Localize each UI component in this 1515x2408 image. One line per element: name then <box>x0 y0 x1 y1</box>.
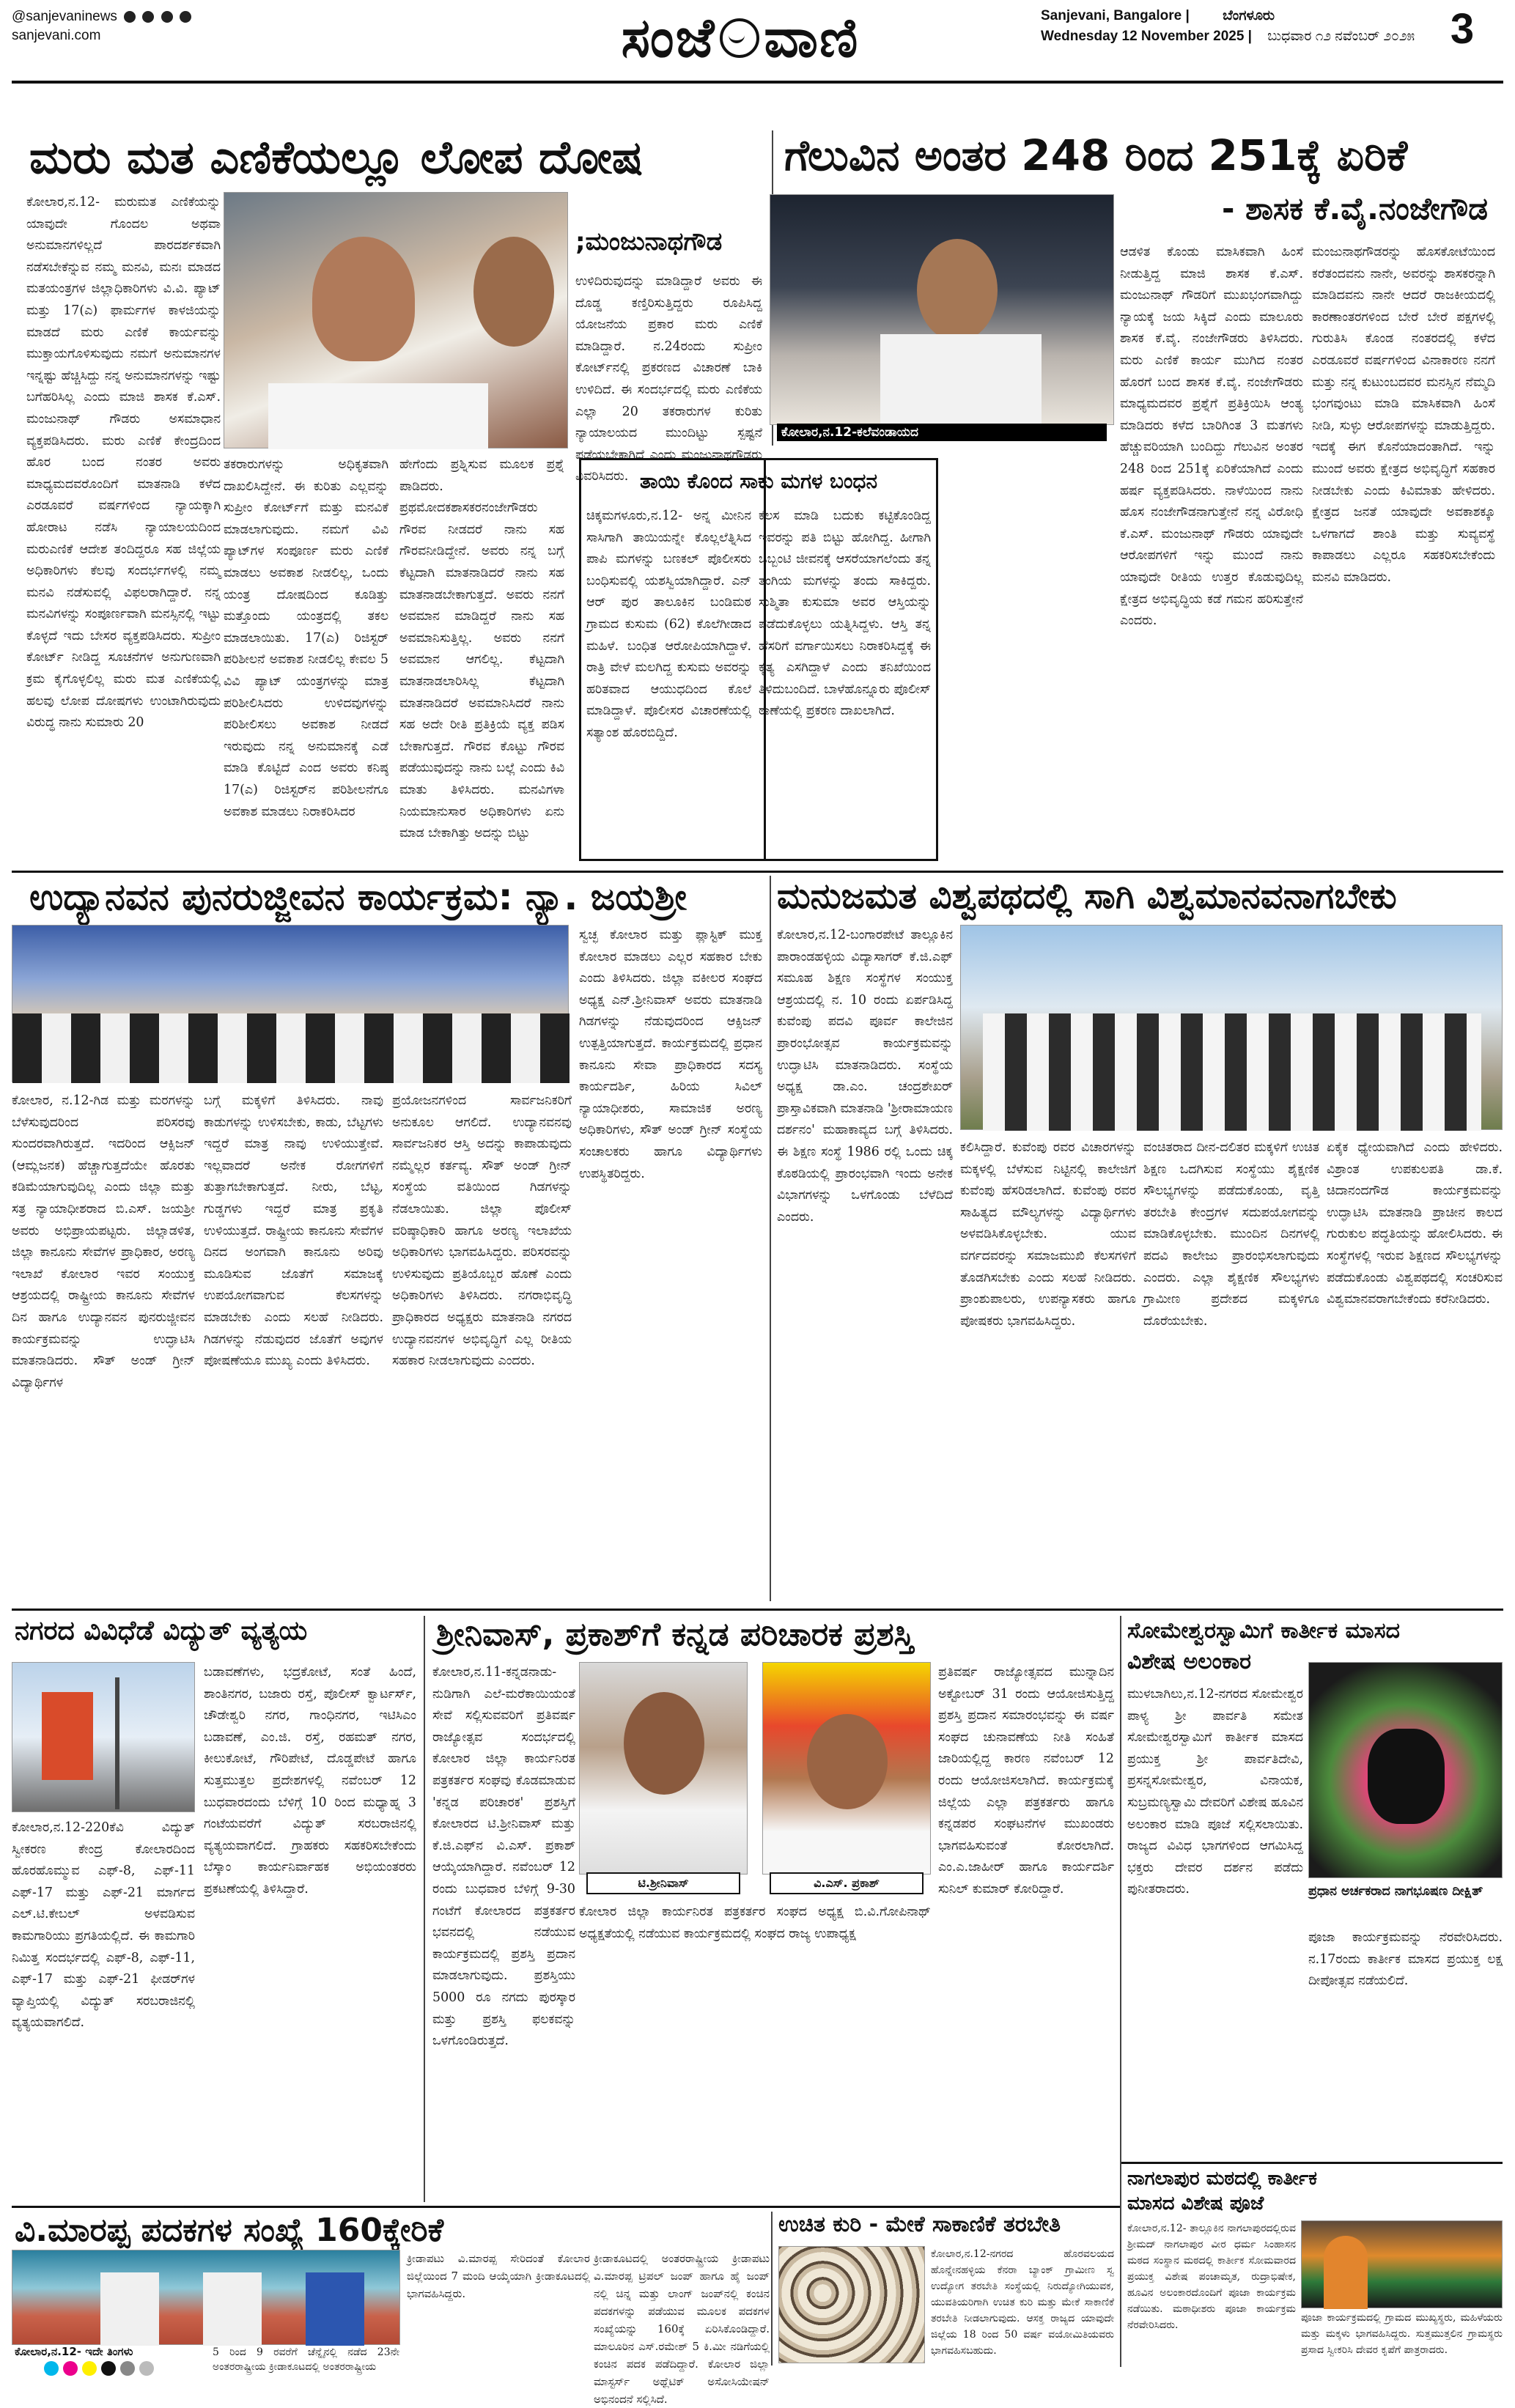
a4-col3: ಪ್ರಯೋಜನಗಳಿಂದ ಸಾರ್ವಜನಿಕರಿಗೆ ಅನುಕೂಲ ಆಗಲಿದೆ. ಉದ್ಯಾನವನವು ಸಾರ್ವಜನಿಕರ ಆಸ್ತಿ ಅದನ್ನು ಕಾಪಾಡುವುದು ನಮ್ಮೆಲ್ಲರ ಕರ್ತವ್ಯ. ಸೌತ್ ಅಂಡ್ ಗ್ರೀನ್ ಸಂಸ್ಥೆಯ ವತಿಯಿಂದ ಗಿಡಗಳನ್ನು ನೆಡಲಾಯಿತು. ಜಿಲ್ಲಾ ಪೊಲೀಸ್ ವರಿಷ್ಠಾಧಿಕಾರಿ ಹಾಗೂ ಅರಣ್ಯ ಇಲಾಖೆಯ ಅಧಿಕಾರಿಗಳು ಭಾಗವಹಿಸಿದ್ದರು. ಪರಿಸರವನ್ನು ಉಳಿಸುವುದು ಪ್ರತಿಯೊಬ್ಬರ ಹೊಣೆ ಎಂದು ಅಧಿಕಾರಿಗಳು ತಿಳಿಸಿದರು. ನಗರಾಭಿವೃದ್ಧಿ ಪ್ರಾಧಿಕಾರದ ಅಧ್ಯಕ್ಷರು ಮಾತನಾಡಿ ನಗರದ ಉದ್ಯಾನವನಗಳ ಅಭಿವೃದ್ಧಿಗೆ ಎಲ್ಲ ರೀತಿಯ ಸಹಕಾರ ನೀಡಲಾಗುವುದು ಎಂದರು. <box>392 1093 572 1369</box>
a8-photo <box>1308 1662 1503 1878</box>
rule-row4 <box>12 2206 1120 2208</box>
rule-a9 <box>1121 2162 1503 2164</box>
divider-v2 <box>770 876 771 1601</box>
rule-row2 <box>12 871 1503 873</box>
website-link[interactable]: sanjevani.com <box>12 28 101 43</box>
a7-col2: ಕೋಲಾರ ಜಿಲ್ಲಾ ಕಾರ್ಯನಿರತ ಪತ್ರಕರ್ತರ ಸಂಘದ ಅಧ್ಯಕ್ಷ ಬಿ.ವಿ.ಗೋಪಿನಾಥ್ ಅಧ್ಯಕ್ಷತೆಯಲ್ಲಿ ನಡೆಯುವ ಕಾರ್ಯಕ್ರಮದಲ್ಲಿ ಸಂಘದ ರಾಜ್ಯ ಉಪಾಧ್ಯಕ್ಷ <box>579 1905 931 1941</box>
divider-v5 <box>771 2212 773 2365</box>
a2-photo-shirt <box>880 334 1042 429</box>
a1-col2: ತಕರಾರುಗಳನ್ನು ಅಧಿಕೃತವಾಗಿ ದಾಖಲಿಸಿದ್ದೇನೆ. ಈ ಕುರಿತು ಎಲ್ಲವನ್ನು ಸುಪ್ರೀಂ ಕೋರ್ಟ್‌ಗೆ ಮತ್ತು ಮನವಿಕೆ ಮಾಡಲಾಗುವುದು. ನಮಗೆ ವಿವಿ ಪ್ಯಾಟ್‌ಗಳ ಸಂಪೂರ್ಣ ಮರು ಎಣಿಕೆ ಮಾಡಲು ಅವಕಾಶ ನೀಡಲಿಲ್ಲ, ಒಂದು ಯಂತ್ರ ದೋಷದಿಂದ ಕೂಡಿತ್ತು ಮತ್ತೊಂದು ಯಂತ್ರದಲ್ಲಿ ತಕಲ ಮಾಡಲಾಯಿತು. 17(ಎ) ರಿಜಿಸ್ಟರ್ ಪರಿಶೀಲನೆ ಅವಕಾಶ ನೀಡಲಿಲ್ಲ ಕೇವಲ 5 ವಿವಿ ಪ್ಯಾಟ್ ಯಂತ್ರಗಳನ್ನು ಮಾತ್ರ ಪರಿಶೀಲಿಸಿದರು ಉಳಿದವುಗಳನ್ನು ಪರಿಶೀಲಿಸಲು ಅವಕಾಶ ನೀಡದೆ ಇರುವುದು ನನ್ನ ಅನುಮಾನಕ್ಕೆ ಎಡೆ ಮಾಡಿ ಕೊಟ್ಟಿದೆ ಎಂದ ಅವರು ಕನಿಷ್ಠ 17(ಎ) ರಿಜಿಸ್ಟರ್‌ನ ಪರಿಶೀಲನೆಗೂ ಅವಕಾಶ ಮಾಡಲು ನಿರಾಕರಿಸಿದರ <box>224 457 388 819</box>
a10-photo-athlete3 <box>306 2272 364 2346</box>
edition-row <box>1041 6 1422 26</box>
social-handle[interactable]: @sanjevaninews <box>12 9 117 24</box>
magenta-mark-icon <box>63 2361 78 2376</box>
twitter-icon[interactable] <box>180 11 191 23</box>
a5-headline: ಮನುಜಮತ ವಿಶ್ವಪಥದಲ್ಲಿ ಸಾಗಿ ವಿಶ್ವಮಾನವನಾಗಬೇಕು <box>777 876 1397 917</box>
a1-col4: ಉಳಿದಿರುವುದನ್ನು ಮಾಡಿದ್ದಾರೆ ಅವರು ಈ ದೊಡ್ಡ ಕಣ್ತಿರಿಸುತ್ತಿದ್ದರು ರೂಪಿಸಿದ್ದ ಯೋಜನೆಯ ಪ್ರಕಾರ ಮರು ಎಣಿಕೆ ಮಾಡಿದ್ದಾರೆ. ನ.24ರಂದು ಸುಪ್ರೀಂ ಕೋರ್ಟ್‌ನಲ್ಲಿ ಪ್ರಕರಣದ ವಿಚಾರಣೆ ಬಾಕಿ ಉಳಿದಿದೆ. ಈ ಸಂದರ್ಭದಲ್ಲಿ ಮರು ಎಣಿಕೆಯ ಎಲ್ಲಾ 20 ತಕರಾರುಗಳ ಕುರಿತು ನ್ಯಾಯಾಲಯದ ಮುಂದಿಟ್ಟು ಸ್ಪಷ್ಟನೆ ಪಡೆಯಬೇಕಾಗಿದೆ ಎಂದು ಮಂಜುನಾಥಗೌಡರು ವಿವರಿಸಿದರು. <box>575 274 762 484</box>
a5-photo <box>960 925 1503 1130</box>
date-en: Wednesday 12 November 2025 | <box>1041 29 1252 44</box>
a7-caption1: ಟಿ.ಶ್ರೀನಿವಾಸ್ <box>586 1872 740 1894</box>
masthead-right: ವಾಣಿ <box>764 6 860 70</box>
a6-col1: ಕೋಲಾರ,ನ.12-220ಕೆವಿ ವಿದ್ಯುತ್ ಸ್ವೀಕರಣ ಕೇಂದ್ರ ಕೋಲಾರದಿಂದ ಹೊರಹೊಮ್ಮುವ ಎಫ್-8, ಎಫ್-11 ಎಫ್-17 ಮತ್ತು ಎಫ್-21 ಮಾರ್ಗದ ಎಲ್.ಟಿ.ಕೇಬಲ್ ಅಳವಡಿಸುವ ಕಾಮಗಾರಿಯು ಪ್ರಗತಿಯಲ್ಲಿದೆ. ಈ ಕಾಮಗಾರಿ ನಿಮಿತ್ತ ಸಂದರ್ಭದಲ್ಲಿ ಎಫ್-8, ಎಫ್-11, ಎಫ್-17 ಮತ್ತು ಎಫ್-21 ಫೀಡರ್‌ಗಳ ವ್ಯಾಪ್ತಿಯಲ್ಲಿ ವಿದ್ಯುತ್ ಸರಬರಾಜಿನಲ್ಲಿ ವ್ಯತ್ಯಯವಾಗಲಿದೆ. <box>12 1820 195 2031</box>
light-grey-mark-icon <box>139 2361 154 2376</box>
page-number: 3 <box>1450 5 1475 53</box>
a7-photo2 <box>762 1662 931 1875</box>
date-kn: ಬುಧವಾರ ೧೨ ನವೆಂಬರ್ ೨೦೨೫ <box>1267 29 1415 44</box>
a3-headline: ತಾಯಿ ಕೊಂದ ಸಾಕು ಮಗಳ ಬಂಧನ <box>639 469 878 493</box>
youtube-icon[interactable] <box>161 11 173 23</box>
masthead-left: ಸಂಜೆ <box>621 6 716 70</box>
a11-col1: ಕೋಲಾರ,ನ.12-ನಗರದ ಹೊರವಲಯದ ಹೊನ್ನೇನಹಳ್ಳಿಯ ಕೆನರಾ ಬ್ಯಾಂಕ್ ಗ್ರಾಮೀಣ ಸ್ವ ಉದ್ಯೋಗ ತರಬೇತಿ ಸಂಸ್ಥೆಯಲ್ಲಿ ನಿರುದ್ಯೋಗಿಯುವಕ, ಯುವತಿಯರಿಗಾಗಿ ಉಚಿತ ಕುರಿ ಮತ್ತು ಮೇಕೆ ಸಾಕಾಣಿಕೆ ತರಬೇತಿ ನೀಡಲಾಗುವುದು. ಆಸಕ್ತ ರಾಜ್ಯದ ಯಾವುದೇ ಜಿಲ್ಲೆಯ 18 ರಿಂದ 50 ವರ್ಷ ವಯೋಮಿತಿಯವರು ಭಾಗವಹಿಸಬಹುದು. <box>931 2248 1114 2357</box>
a11-headline: ಉಚಿತ ಕುರಿ - ಮೇಕೆ ಸಾಕಾಣಿಕೆ ತರಬೇತಿ <box>778 2212 1061 2237</box>
a1-photo <box>224 192 568 448</box>
a1-photo-face <box>312 237 415 361</box>
a1-col1: ಕೋಲಾರ,ನ.12- ಮರುಮತ ಎಣಿಕೆಯನ್ನು ಯಾವುದೇ ಗೊಂದಲ ಅಥವಾ ಅನುಮಾನಗಳಿಲ್ಲದೆ ಪಾರದರ್ಶಕವಾಗಿ ನಡೆಸಬೇಕೆನ್ನುವ ನಮ್ಮ ಮನವಿ, ಮನಃ ಮಾಡದ ಮತಯಂತ್ರಗಳ ಜಿಲ್ಲಾಧಿಕಾರಿಗಳು ವಿ.ವಿ. ಪ್ಯಾಟ್ ಮತ್ತು 17(ಎ) ಫಾರ್ಮಗಳ ಕಾಳಜಿಯನ್ನು ಮಾಡದೆ ಮರು ಎಣಿಕೆ ಕಾರ್ಯವನ್ನು ಮುಕ್ತಾಯಗೊಳಿಸುವುದು ನಮಗೆ ಅನುಮಾನಗಳ ಇನ್ನಷ್ಟು ಹೆಚ್ಚಿಸಿದ್ದು ನನ್ನ ಅನುಮಾನಗಳನ್ನು ಇಷ್ಟು ಬಗೆಹರಿಸಿಲ್ಲ ಎಂದು ಮಾಜಿ ಶಾಸಕ ಕೆ.ಎಸ್. ಮಂಜುನಾಥ್ ಗೌಡರು ಅಸಮಾಧಾನ ವ್ಯಕ್ತಪಡಿಸಿದರು. ಮರು ಎಣಿಕೆ ಕೇಂದ್ರದಿಂದ ಹೊರ ಬಂದ ನಂತರ ಅವರು ಮಾಧ್ಯಮದವರೊಂದಿಗೆ ಮಾತನಾಡಿ ಕಳೆದ ಎರಡೂವರೆ ವರ್ಷಗಳಿಂದ ನ್ಯಾಯಕ್ಕಾಗಿ ಹೋರಾಟ ನಡೆಸಿ ನ್ಯಾಯಾಲಯದಿಂದ ಮರುಎಣಿಕೆ ಆದೇಶ ತಂದಿದ್ದರೂ ಸಹ ಜಿಲ್ಲೆಯ ಅಧಿಕಾರಿಗಳು ಕೆಲವು ಸಂದರ್ಭಗಳಲ್ಲಿ ನಮ್ಮ ಮನವಿ ನಡೆಸುವಲ್ಲಿ ವಿಫಲರಾಗಿದ್ದಾರೆ. ನನ್ನ ಮನವಿಗಳನ್ನು ಸಂಪೂರ್ಣವಾಗಿ ಮನಸ್ಸಿನಲ್ಲಿ ಇಟ್ಟು ಕೊಳ್ಳದೆ ಇದು ಬೇಸರ ವ್ಯಕ್ತಪಡಿಸಿದರು. ಸುಪ್ರೀಂ ಕೋರ್ಟ್ ನೀಡಿದ್ದ ಸೂಚನೆಗಳ ಅನುಗುಣವಾಗಿ ಕ್ರಮ ಕೈಗೊಳ್ಳಲಿಲ್ಲ ಮರು ಮತ ಎಣಿಕೆಯಲ್ಲಿ ಹಲವು ಲೋಪ ದೋಷಗಳು ಉಂಟಾಗಿರುವುದು ವಿರುದ್ಧ ನಾನು ಸುಮಾರು 20 <box>26 195 221 731</box>
a10-photo-athlete1 <box>100 2272 159 2346</box>
a4-col1: ಕೋಲಾರ, ನ.12-ಗಿಡ ಮತ್ತು ಮರಗಳನ್ನು ಬೆಳೆಸುವುದರಿಂದ ಪರಿಸರವು ಸುಂದರವಾಗಿರುತ್ತದೆ. ಇದರಿಂದ ಆಕ್ಸಿಜನ್ (ಆಮ್ಲಜನಕ) ಹೆಚ್ಚಾಗುತ್ತದೆಯೇ ಹೊರತು ಕಡಿಮೆಯಾಗುವುದಿಲ್ಲ ಎಂದು ಜಿಲ್ಲಾ ಮತ್ತು ಸತ್ರ ನ್ಯಾಯಾಧೀಶರಾದ ಬಿ.ಎಸ್. ಜಯಶ್ರೀ ಅವರು ಅಭಿಪ್ರಾಯಪಟ್ಟರು. ಜಿಲ್ಲಾಡಳಿತ, ಜಿಲ್ಲಾ ಕಾನೂನು ಸೇವೆಗಳ ಪ್ರಾಧಿಕಾರ, ಅರಣ್ಯ ಇಲಾಖೆ ಕೋಲಾರ ಇವರ ಸಂಯುಕ್ತ ಆಶ್ರಯದಲ್ಲಿ ರಾಷ್ಟ್ರೀಯ ಕಾನೂನು ಸೇವೆಗಳ ದಿನ ಹಾಗೂ ಉದ್ಯಾನವನ ಪುನರುಜ್ಜೀವನ ಕಾರ್ಯಕ್ರಮವನ್ನು ಉದ್ಘಾಟಿಸಿ ಮಾತನಾಡಿದರು. ಸೌತ್ ಅಂಡ್ ಗ್ರೀನ್ ವಿದ್ಯಾರ್ಥಿಗಳ <box>12 1093 195 1390</box>
black-mark-icon <box>101 2361 116 2376</box>
a4-col4: ಸ್ವಚ್ಛ ಕೋಲಾರ ಮತ್ತು ಪ್ಲಾಸ್ಟಿಕ್ ಮುಕ್ತ ಕೋಲಾರ ಮಾಡಲು ಎಲ್ಲರ ಸಹಕಾರ ಬೇಕು ಎಂದು ತಿಳಿಸಿದರು. ಜಿಲ್ಲಾ ವಕೀಲರ ಸಂಘದ ಅಧ್ಯಕ್ಷ ಎನ್.ಶ್ರೀನಿವಾಸ್ ಅವರು ಮಾತನಾಡಿ ಗಿಡಗಳನ್ನು ನೆಡುವುದರಿಂದ ಆಕ್ಸಿಜನ್ ಉತ್ಪತ್ತಿಯಾಗುತ್ತದೆ. ಕಾರ್ಯಕ್ರಮದಲ್ಲಿ ಪ್ರಧಾನ ಕಾನೂನು ಸೇವಾ ಪ್ರಾಧಿಕಾರದ ಸದಸ್ಯ ಕಾರ್ಯದರ್ಶಿ, ಹಿರಿಯ ಸಿವಿಲ್ ನ್ಯಾಯಾಧೀಶರು, ಸಾಮಾಜಿಕ ಅರಣ್ಯ ಅಧಿಕಾರಿಗಳು, ಸೌತ್ ಅಂಡ್ ಗ್ರೀನ್ ಸಂಸ್ಥೆಯ ಸಂಚಾಲಕರು ಹಾಗೂ ವಿದ್ಯಾರ್ಥಿಗಳು ಉಪಸ್ಥಿತರಿದ್ದರು. <box>579 928 762 1181</box>
a7-col1: ಕೋಲಾರ,ನ.11-ಕನ್ನಡನಾಡು-ನುಡಿಗಾಗಿ ಎಲೆ-ಮರೆಕಾಯಿಯಂತೆ ಸೇವೆ ಸಲ್ಲಿಸುವವರಿಗೆ ಪ್ರತಿವರ್ಷ ರಾಜ್ಯೋತ್ಸವ ಸಂದರ್ಭದಲ್ಲಿ ಕೋಲಾರ ಜಿಲ್ಲಾ ಕಾರ್ಯನಿರತ ಪತ್ರಕರ್ತರ ಸಂಘವು ಕೊಡಮಾಡುವ 'ಕನ್ನಡ ಪರಿಚಾರಕ' ಪ್ರಶಸ್ತಿಗೆ ಕೋಲಾರದ ಟಿ.ಶ್ರೀನಿವಾಸ್ ಮತ್ತು ಕೆ.ಜಿ.ಎಫ್‌ನ ವಿ.ಎಸ್. ಪ್ರಕಾಶ್ ಆಯ್ಕೆಯಾಗಿದ್ದಾರೆ. ನವೆಂಬರ್ 12 ರಂದು ಬುಧವಾರ ಬೆಳಿಗ್ಗೆ 9-30 ಗಂಟೆಗೆ ಕೋಲಾರದ ಪತ್ರಕರ್ತರ ಭವನದಲ್ಲಿ ನಡೆಯುವ ಕಾರ್ಯಕ್ರಮದಲ್ಲಿ ಪ್ರಶಸ್ತಿ ಪ್ರದಾನ ಮಾಡಲಾಗುವುದು. ಪ್ರಶಸ್ತಿಯು 5000 ರೂ ನಗದು ಪುರಸ್ಕಾರ ಮತ್ತು ಪ್ರಶಸ್ತಿ ಫಲಕವನ್ನು ಒಳಗೊಂಡಿರುತ್ತದೆ. <box>432 1665 575 2049</box>
a5-photo-people <box>983 1013 1481 1131</box>
a9-headline1: ನಾಗಲಾಪುರ ಮಠದಲ್ಲಿ ಕಾರ್ತೀಕ <box>1127 2168 1317 2190</box>
a10-caption: ಕೋಲಾರ,ನ.12- ಇದೇ ತಿಂಗಳು <box>15 2345 133 2358</box>
a8-caption: ಪ್ರಧಾನ ಅರ್ಚಕರಾದ ನಾಗಭೂಷಣ ದೀಕ್ಷಿತ್ <box>1308 1884 1483 1899</box>
a5-col1: ಕೋಲಾರ,ನ.12-ಬಂಗಾರಪೇಟೆ ತಾಲ್ಲೂಕಿನ ಪಾರಾಂಡಹಳ್ಳಿಯ ವಿದ್ಯಾಸಾಗರ್ ಕೆ.ಜಿ.ಎಫ್ ಸಮೂಹ ಶಿಕ್ಷಣ ಸಂಸ್ಥೆಗಳ ಸಂಯುಕ್ತ ಆಶ್ರಯದಲ್ಲಿ ನ. 10 ರಂದು ಏರ್ಪಡಿಸಿದ್ದ ಕುವೆಂಪು ಪದವಿ ಪೂರ್ವ ಕಾಲೇಜಿನ ಪ್ರಾರಂಭೋತ್ಸವ ಕಾರ್ಯಕ್ರಮವನ್ನು ಉದ್ಘಾಟಿಸಿ ಮಾತನಾಡಿದರು. ಸಂಸ್ಥೆಯ ಅಧ್ಯಕ್ಷ ಡಾ.ಎಂ. ಚಂದ್ರಶೇಖರ್ ಪ್ರಾಸ್ತಾವಿಕವಾಗಿ ಮಾತನಾಡಿ 'ಶ್ರೀರಾಮಾಯಣ ದರ್ಶನಂ' ಮಹಾಕಾವ್ಯದ ಬಗ್ಗೆ ತಿಳಿಸಿದರು. ಈ ಶಿಕ್ಷಣ ಸಂಸ್ಥೆ 1986 ರಲ್ಲಿ ಒಂದು ಚಿಕ್ಕ ಕೊಠಡಿಯಲ್ಲಿ ಪ್ರಾರಂಭವಾಗಿ ಇಂದು ಅನೇಕ ವಿಭಾಗಗಳನ್ನು ಒಳಗೊಂಡು ಬೆಳೆದಿದೆ ಎಂದರು. <box>777 928 953 1225</box>
a7-photo2-face <box>807 1714 888 1809</box>
a4-col2: ಬಗ್ಗೆ ಮಕ್ಕಳಿಗೆ ತಿಳಿಸಿದರು. ನಾವು ಕಾಡುಗಳನ್ನು ಉಳಿಸಬೇಕು, ಕಾಡು, ಬೆಟ್ಟಗಳು ಇದ್ದರೆ ಮಾತ್ರ ನಾವು ಉಳಿಯುತ್ತೇವೆ. ಇಲ್ಲವಾದರೆ ಅನೇಕ ರೋಗಗಳಿಗೆ ತುತ್ತಾಗಬೇಕಾಗುತ್ತದೆ. ನೀರು, ಬೆಟ್ಟ, ಗುಡ್ಡಗಳು ಇದ್ದರೆ ಮಾತ್ರ ಪ್ರಕೃತಿ ಉಳಿಯುತ್ತದೆ. ರಾಷ್ಟ್ರೀಯ ಕಾನೂನು ಸೇವೆಗಳ ದಿನದ ಅಂಗವಾಗಿ ಕಾನೂನು ಅರಿವು ಮೂಡಿಸುವ ಜೊತೆಗೆ ಸಮಾಜಕ್ಕೆ ಉಪಯೋಗವಾಗುವ ಕೆಲಸಗಳನ್ನು ಮಾಡಬೇಕು ಎಂದು ಸಲಹೆ ನೀಡಿದರು. ಗಿಡಗಳನ್ನು ನೆಡುವುದರ ಜೊತೆಗೆ ಅವುಗಳ ಪೋಷಣೆಯೂ ಮುಖ್ಯ ಎಂದು ತಿಳಿಸಿದರು. <box>204 1093 383 1369</box>
a2-headline: ಗೆಲುವಿನ ಅಂತರ 248 ರಿಂದ 251ಕ್ಕೆ ಏರಿಕೆ <box>784 130 1408 180</box>
a8-photo-idol <box>1368 1729 1445 1824</box>
cyan-mark-icon <box>44 2361 59 2376</box>
a1-headline: ಮರು ಮತ ಎಣಿಕೆಯಲ್ಲೂ ಲೋಪ ದೋಷ <box>29 130 644 184</box>
grey-mark-icon <box>120 2361 135 2376</box>
a1-photo-face2 <box>473 237 554 347</box>
a8-col1: ಮುಳಬಾಗಿಲು,ನ.12-ನಗರದ ಸೋಮೇಶ್ವರ ಪಾಳ್ಯ ಶ್ರೀ ಪಾರ್ವತಿ ಸಮೇತ ಸೋಮೇಶ್ವರಸ್ವಾಮಿಗೆ ಕಾರ್ತೀಕ ಮಾಸದ ಪ್ರಯುಕ್ತ ಶ್ರೀ ಪಾರ್ವತಿದೇವಿ, ಪ್ರಸನ್ನಸೋಮೇಶ್ವರ, ವಿನಾಯಕ, ಸುಬ್ರಮಣ್ಯಸ್ವಾಮಿ ದೇವರಿಗೆ ವಿಶೇಷ ಹೂವಿನ ಅಲಂಕಾರ ಮಾಡಿ ಪೂಜೆ ಸಲ್ಲಿಸಲಾಯಿತು. ರಾಜ್ಯದ ವಿವಿಧ ಭಾಗಗಳಿಂದ ಆಗಮಿಸಿದ್ದ ಭಕ್ತರು ದೇವರ ದರ್ಶನ ಪಡೆದು ಪುನೀತರಾದರು. <box>1127 1687 1303 1897</box>
masthead <box>513 1 967 75</box>
a10-headline: ವಿ.ಮಾರಪ್ಪ ಪದಕಗಳ ಸಂಖ್ಯೆ 160ಕ್ಕೇರಿಕೆ <box>15 2212 444 2249</box>
a7-caption2: ವಿ.ಎಸ್. ಪ್ರಕಾಶ್ <box>770 1872 924 1894</box>
a5-col3: ವಂಚಿತರಾದ ದೀನ-ದಲಿತರ ಮಕ್ಕಳಿಗೆ ಉಚಿತ ಶಿಕ್ಷಣ ಒದಗಿಸುವ ಸಂಸ್ಥೆಯು ಶೈಕ್ಷಣಿಕ ಸೌಲಭ್ಯಗಳನ್ನು ಪಡೆದುಕೊಂಡು, ವೃತ್ತಿ ತರಬೇತಿ ಕೇಂದ್ರಗಳ ಸದುಪಯೋಗವನ್ನು ಮಾಡಿಕೊಳ್ಳಬೇಕು. ಮುಂದಿನ ದಿನಗಳಲ್ಲಿ ಪದವಿ ಕಾಲೇಜು ಪ್ರಾರಂಭಿಸಲಾಗುವುದು ಎಂದರು. ಎಲ್ಲಾ ಶೈಕ್ಷಣಿಕ ಸೌಲಭ್ಯಗಳು ಗ್ರಾಮೀಣ ಪ್ರದೇಶದ ಮಕ್ಕಳಿಗೂ ದೊರೆಯಬೇಕು. <box>1143 1140 1319 1329</box>
a9-col2: ಪೂಜಾ ಕಾರ್ಯಕ್ರಮದಲ್ಲಿ ಗ್ರಾಮದ ಮುಖ್ಯಸ್ಥರು, ಮಹಿಳೆಯರು ಮತ್ತು ಮಕ್ಕಳು ಭಾಗವಹಿಸಿದ್ದರು. ಸುತ್ತಮುತ್ತಲಿನ ಗ್ರಾಮಸ್ಥರು ಪ್ರಸಾದ ಸ್ವೀಕರಿಸಿ ದೇವರ ಕೃಪೆಗೆ ಪಾತ್ರರಾದರು. <box>1301 2312 1503 2356</box>
a2-photo <box>770 194 1114 425</box>
masthead-logo-icon <box>720 18 759 58</box>
header-rule <box>12 81 1503 84</box>
a9-headline2: ಮಾಸದ ವಿಶೇಷ ಪೂಜೆ <box>1127 2193 1264 2215</box>
divider-v4 <box>1120 1616 1121 2367</box>
a9-photo <box>1301 2220 1503 2308</box>
edition-kn: ಬೆಂಗಳೂರು <box>1223 8 1275 23</box>
yellow-mark-icon <box>82 2361 97 2376</box>
a10-col2: ಕ್ರೀಡಾಪಟು ವಿ.ಮಾರಪ್ಪ ಸೇರಿದಂತೆ ಕೋಲಾರ ಜಿಲ್ಲೆಯಿಂದ 7 ಮಂದಿ ಆಯ್ಕೆಯಾಗಿ ಕ್ರೀಡಾಕೂಟದಲ್ಲಿ ಭಾಗವಹಿಸಿದ್ದರು. <box>407 2252 590 2300</box>
facebook-icon[interactable] <box>124 11 136 23</box>
a7-photo1 <box>579 1662 748 1875</box>
divider-v3 <box>424 1616 425 2202</box>
a7-headline: ಶ್ರೀನಿವಾಸ್, ಪ್ರಕಾಶ್‌ಗೆ ಕನ್ನಡ ಪರಿಚಾರಕ ಪ್ರಶಸ್ತಿ <box>436 1616 914 1653</box>
a2-subhead: - ಶಾಸಕ ಕೆ.ವೈ.ನಂಜೇಗೌಡ <box>1222 191 1488 226</box>
header-right <box>1041 6 1422 47</box>
a7-photo1-face <box>624 1692 704 1795</box>
a10-photo-athlete2 <box>203 2272 262 2346</box>
a1-subhead: ;ಮಂಜುನಾಥಗೌಡ <box>575 227 723 256</box>
a6-photo-pole <box>115 1677 119 1809</box>
a9-photo-priest <box>1324 2236 1368 2309</box>
header-left <box>12 7 422 45</box>
edition: Sanjevani, Bangalore | <box>1041 8 1190 23</box>
rule-row3 <box>12 1609 1503 1611</box>
a1-col3: ಹೇಗೆಂದು ಪ್ರಶ್ನಿಸುವ ಮೂಲಕ ಪ್ರಶ್ನೆ ಪಾಡಿದರು. ಪ್ರಥಮೋದಕಶಾಸಕರನಂಜೇಗೌಡರು ಗೌರವ ನೀಡದರೆ ನಾನು ಸಹ ಗೌರವನೀಡಿದ್ದೇನೆ. ಅವರು ನನ್ನ ಬಗ್ಗೆ ಕೆಟ್ಟದಾಗಿ ಮಾತನಾಡಿದರೆ ನಾನು ಸಹ ಮಾತನಾಡಬೇಕಾಗುತ್ತದೆ. ಅವರು ನನಗೆ ಅವಮಾನ ಮಾಡಿದ್ದರೆ ನಾನು ಸಹ ಅವಮಾನಿಸುತ್ತಿಲ್ಲ. ಅವರು ನನಗೆ ಅವಮಾನ ಆಗಲಿಲ್ಲ. ಕೆಟ್ಟದಾಗಿ ಮಾತನಾಡಲಾರಿಸಿಲ್ಲ ಕೆಟ್ಟದಾಗಿ ಮಾತನಾಡಿದರೆ ಅವಮಾನಿಸಿದರೆ ನಾನು ಸಹ ಅದೇ ರೀತಿ ಪ್ರತಿಕ್ರಿಯೆ ವ್ಯಕ್ತ ಪಡಿಸ ಬೇಕಾಗುತ್ತದೆ. ಗೌರವ ಕೊಟ್ಟು ಗೌರವ ಪಡೆಯುವುದನ್ನು ನಾನು ಬಲ್ಲೆ ಎಂದು ಕಿವಿ ಮಾತು ತಿಳಿಸಿದರು. ಮನವಿಗಳಾ ನಿಯಮಾನುಸಾರ ಅಧಿಕಾರಿಗಳು ಏನು ಮಾಡ ಬೇಕಾಗಿತ್ತು ಅದನ್ನು ಬಿಟ್ಟು <box>399 457 564 841</box>
a2-caption: ಕೋಲಾರ,ನ.12-ಕಲೆವಂಡಾಯದ <box>777 424 1107 441</box>
a4-photo <box>12 925 569 1082</box>
date-row <box>1041 26 1422 47</box>
a3-col2: ಕೆಲಸ ಮಾಡಿ ಬದುಕು ಕಟ್ಟಿಕೊಂಡಿದ್ದ ಇವರನ್ನು ಪತಿ ಬಿಟ್ಟು ಹೋಗಿದ್ದ. ಹೀಗಾಗಿ ಒಬ್ಬಂಟಿ ಜೀವನಕ್ಕೆ ಆಸರೆಯಾಗಲೆಂದು ತನ್ನ ತಂಗಿಯ ಮಗಳನ್ನು ತಂದು ಸಾಕಿದ್ದರು. ಸುಶ್ಮಿತಾ ಕುಸುಮಾ ಅವರ ಆಸ್ತಿಯನ್ನು ಪಡೆದುಕೊಳ್ಳಲು ಯತ್ನಿಸಿದ್ದಳು. ಆಸ್ತಿ ತನ್ನ ಹೆಸರಿಗೆ ವರ್ಗಾಯಿಸಲು ನಿರಾಕರಿಸಿದ್ದಕ್ಕೆ ಈ ಕೃತ್ಯ ಎಸಗಿದ್ದಾಳೆ ಎಂದು ತನಿಖೆಯಿಂದ ತಿಳಿದುಬಂದಿದೆ. ಬಾಳೆಹೊನ್ನೂರು ಪೊಲೀಸ್ ಠಾಣೆಯಲ್ಲಿ ಪ್ರಕರಣ ದಾಖಲಾಗಿದೆ. <box>759 509 931 719</box>
a2-photo-face <box>917 239 998 341</box>
a7-col3: ಪ್ರತಿವರ್ಷ ರಾಜ್ಯೋತ್ಸವದ ಮುನ್ನಾದಿನ ಅಕ್ಟೋಬರ್ 31 ರಂದು ಆಯೋಜಿಸುತ್ತಿದ್ದ ಪ್ರಶಸ್ತಿ ಪ್ರದಾನ ಸಮಾರಂಭವನ್ನು ಈ ವರ್ಷ ಸಂಘದ ಚುನಾವಣೆಯ ನೀತಿ ಸಂಹಿತೆ ಜಾರಿಯಲ್ಲಿದ್ದ ಕಾರಣ ನವೆಂಬರ್ 12 ರಂದು ಆಯೋಜಿಸಲಾಗಿದೆ. ಕಾರ್ಯಕ್ರಮಕ್ಕೆ ಜಿಲ್ಲೆಯ ಎಲ್ಲಾ ಪತ್ರಕರ್ತರು ಹಾಗೂ ಕನ್ನಡಪರ ಸಂಘಟನೆಗಳ ಮುಖಂಡರು ಭಾಗವಹಿಸುವಂತೆ ಕೋರಲಾಗಿದೆ. ಎಂ.ಎ.ಜಾಹೀರ್ ಹಾಗೂ ಕಾರ್ಯದರ್ಶಿ ಸುನಿಲ್ ಕುಮಾರ್ ಕೋರಿದ್ದಾರೆ. <box>938 1665 1114 1897</box>
a6-photo-crane <box>42 1692 93 1780</box>
a5-col4: ಏಕೈಕ ಧ್ಯೇಯವಾಗಿದೆ ಎಂದು ಹೇಳಿದರು. ವಿಶ್ರಾಂತ ಉಪಕುಲಪತಿ ಡಾ.ಕೆ. ಚಿದಾನಂದಗೌಡ ಕಾರ್ಯಕ್ರಮವನ್ನು ಉದ್ಘಾಟಿಸಿ ಮಾತನಾಡಿ ಪ್ರಾಚೀನ ಕಾಲದ ಗುರುಕುಲ ಪದ್ಧತಿಯನ್ನು ಹೋಲಿಸಿದರು. ಈ ಸಂಸ್ಥೆಗಳಲ್ಲಿ ಇರುವ ಶಿಕ್ಷಣದ ಸೌಲಭ್ಯಗಳನ್ನು ಪಡೆದುಕೊಂಡು ವಿಶ್ವಪಥದಲ್ಲಿ ಸಂಚರಿಸುವ ವಿಶ್ವಮಾನವರಾಗಬೇಕೆಂದು ಕರೆನೀಡಿದರು. <box>1327 1140 1503 1307</box>
a1-photo-shirt <box>268 383 488 449</box>
a6-headline: ನಗರದ ವಿವಿಧೆಡೆ ವಿದ್ಯುತ್ ವ್ಯತ್ಯಯ <box>15 1616 308 1646</box>
a4-headline: ಉದ್ಯಾನವನ ಪುನರುಜ್ಜೀವನ ಕಾರ್ಯಕ್ರಮ: ನ್ಯಾ. ಜಯಶ್ರೀ <box>29 876 687 918</box>
a6-col2: ಬಡಾವಣೆಗಳು, ಭದ್ರಕೋಟೆ, ಸಂತೆ ಹಿಂದೆ, ಶಾಂತಿನಗರ, ಬಜಾರು ರಸ್ತೆ, ಪೊಲೀಸ್ ಕ್ವಾರ್ಟರ್ಸ್, ಚೌಡೇಶ್ವರಿ ನಗರ, ಗಾಂಧಿನಗರ, ಇಟಿಸಿಎಂ ಬಡಾವಣೆ, ಎಂ.ಜಿ. ರಸ್ತೆ, ರಹಮತ್ ನಗರ, ಕೀಲುಕೋಟೆ, ಗೌರಿಪೇಟೆ, ದೊಡ್ಡಪೇಟೆ ಹಾಗೂ ಸುತ್ತಮುತ್ತಲ ಪ್ರದೇಶಗಳಲ್ಲಿ ನವೆಂಬರ್ 12 ಬುಧವಾರದಂದು ಬೆಳಿಗ್ಗೆ 10 ರಿಂದ ಮಧ್ಯಾಹ್ನ 3 ಗಂಟೆಯವರೆಗೆ ವಿದ್ಯುತ್ ಸರಬರಾಜಿನಲ್ಲಿ ವ್ಯತ್ಯಯವಾಗಲಿದೆ. ಗ್ರಾಹಕರು ಸಹಕರಿಸಬೇಕೆಂದು ಬೆಸ್ಕಾಂ ಕಾರ್ಯನಿರ್ವಾಹಕ ಅಭಿಯಂತರರು ಪ್ರಕಟಣೆಯಲ್ಲಿ ತಿಳಿಸಿದ್ದಾರೆ. <box>204 1665 416 1897</box>
a10-col3: ಕ್ರೀಡಾಕೂಟದಲ್ಲಿ ಅಂತರರಾಷ್ಟ್ರೀಯ ಕ್ರೀಡಾಪಟು ವಿ.ಮಾರಪ್ಪ ಟ್ರಿಪಲ್ ಜಂಪ್ ಹಾಗೂ ಹೈ ಜಂಪ್ ನಲ್ಲಿ ಚಿನ್ನ ಮತ್ತು ಲಾಂಗ್ ಜಂಪ್‌ನಲ್ಲಿ ಕಂಚಿನ ಪದಕಗಳನ್ನು ಪಡೆಯುವ ಮೂಲಕ ಪದಕಗಳ ಸಂಖ್ಯೆಯನ್ನು 160ಕ್ಕೆ ಏರಿಸಿಕೊಂಡಿದ್ದಾರೆ. ಮಾಲೂರಿನ ಎಸ್.ರಮೇಶ್ 5 ಕಿ.ಮೀ ನಡಿಗೆಯಲ್ಲಿ ಕಂಚಿನ ಪದಕ ಪಡೆದಿದ್ದಾರೆ. ಕೋಲಾರ ಜಿಲ್ಲಾ ಮಾಸ್ಟರ್ಸ್ ಅಥ್ಲೆಟಿಕ್ ಅಸೋಸಿಯೇಷನ್ ಅಭಿನಂದನೆ ಸಲ್ಲಿಸಿದೆ. <box>594 2252 770 2406</box>
a11-photo <box>778 2246 925 2363</box>
a2-col2: ಮಂಜುನಾಥಗೌಡರನ್ನು ಹೊಸಕೋಟೆಯಿಂದ ಕರೆತಂದವನು ನಾನೇ, ಅವರನ್ನು ಶಾಸಕರನ್ನಾಗಿ ಮಾಡಿದವನು ನಾನೇ ಆದರೆ ರಾಜಕೀಯದಲ್ಲಿ ಕಾರಣಾಂತರಗಳಿಂದ ಬೇರೆ ಬೇರೆ ಪಕ್ಷಗಳಲ್ಲಿ ಗುರುತಿಸಿ ಕೊಂಡ ನಂತರದಲ್ಲಿ ಕಳೆದ ಎರಡೂವರೆ ವರ್ಷಗಳಿಂದ ವಿನಾಕಾರಣ ನನಗೆ ಮತ್ತು ನನ್ನ ಕುಟುಂಬದವರ ಮನಸ್ಸಿನ ನೆಮ್ಮದಿ ಭಂಗವುಂಟು ಮಾಡಿ ಮಾಸಿಕವಾಗಿ ಹಿಂಸೆ ನೀಡಿ, ಸುಳ್ಳು ಆರೋಪಗಳನ್ನು ಮಾಡುತ್ತಿದ್ದರು. ಇದಕ್ಕೆ ಈಗ ಕೊನೆಯಾದಂತಾಗಿದೆ. ಇನ್ನು ಮುಂದೆ ಅವರು ಕ್ಷೇತ್ರದ ಅಭಿವೃದ್ಧಿಗೆ ಸಹಕಾರ ನೀಡಬೇಕು ಎಂದು ಕಿವಿಮಾತು ಹೇಳಿದರು. ಕ್ಷೇತ್ರದ ಜನತೆ ಯಾವುದೇ ಅವಕಾಶಕ್ಕೂ ಒಳಗಾಗದೆ ಶಾಂತಿ ಮತ್ತು ಸುವ್ಯವಸ್ಥೆ ಕಾಪಾಡಲು ಎಲ್ಲರೂ ಸಹಕರಿಸಬೇಕೆಂದು ಮನವಿ ಮಾಡಿದರು. <box>1312 245 1495 585</box>
registration-marks-left <box>44 2361 264 2377</box>
a5-col2: ಕಲಿಸಿದ್ದಾರೆ. ಕುವೆಂಪು ರವರ ವಿಚಾರಗಳನ್ನು ಮಕ್ಕಳಲ್ಲಿ ಬೆಳೆಸುವ ನಿಟ್ಟಿನಲ್ಲಿ ಕಾಲೇಜಿಗೆ ಕುವೆಂಪು ಹೆಸರಿಡಲಾಗಿದೆ. ಕುವೆಂಪು ರವರ ಸಾಹಿತ್ಯದ ಮೌಲ್ಯಗಳನ್ನು ವಿದ್ಯಾರ್ಥಿಗಳು ಅಳವಡಿಸಿಕೊಳ್ಳಬೇಕು. ಯುವ ವರ್ಗದವರನ್ನು ಸಮಾಜಮುಖಿ ಕೆಲಸಗಳಿಗೆ ತೊಡಗಿಸಬೇಕು ಎಂದು ಸಲಹೆ ನೀಡಿದರು. ಪ್ರಾಂಶುಪಾಲರು, ಉಪನ್ಯಾಸಕರು ಹಾಗೂ ಪೋಷಕರು ಭಾಗವಹಿಸಿದ್ದರು. <box>960 1140 1136 1329</box>
a9-col1: ಕೋಲಾರ,ನ.12- ತಾಲ್ಲೂಕಿನ ನಾಗಲಾಪುರದಲ್ಲಿರುವ ಶ್ರೀಮದ್ ನಾಗಲಾಪುರ ವೀರ ಧರ್ಮ ಸಿಂಹಾಸನ ಮಠದ ಸಂಸ್ಥಾನ ಮಠದಲ್ಲಿ ಕಾರ್ತೀಕ ಸೋಮವಾರದ ಪ್ರಯುಕ್ತ ವಿಶೇಷ ಪಂಚಾಮೃತ, ರುದ್ರಾಭಿಷೇಕ, ಹೂವಿನ ಅಲಂಕಾರದೊಂದಿಗೆ ಪೂಜಾ ಕಾರ್ಯಕ್ರಮ ನಡೆಯಿತು. ಮಠಾಧೀಶರು ಪೂಜಾ ಕಾರ್ಯಕ್ರಮ ನೆರವೇರಿಸಿದರು. <box>1127 2223 1296 2331</box>
a8-headline1: ಸೋಮೇಶ್ವರಸ್ವಾಮಿಗೆ ಕಾರ್ತೀಕ ಮಾಸದ <box>1127 1618 1400 1644</box>
a10-col1: 5 ರಿಂದ 9 ರವರೆಗೆ ಚೆನ್ನೈನಲ್ಲಿ ನಡೆದ 23ನೇ ಅಂತರರಾಷ್ಟ್ರೀಯ ಕ್ರೀಡಾಕೂಟದಲ್ಲಿ ಅಂತರರಾಷ್ಟ್ರೀಯ <box>213 2346 399 2373</box>
a6-photo <box>12 1662 195 1812</box>
social-handle-row <box>12 7 422 26</box>
a10-photo <box>12 2250 400 2345</box>
instagram-icon[interactable] <box>142 11 154 23</box>
a2-col1: ಆಡಳಿತ ಕೊಂಡು ಮಾಸಿಕವಾಗಿ ಹಿಂಸೆ ನೀಡುತ್ತಿದ್ದ ಮಾಜಿ ಶಾಸಕ ಕೆ.ಎಸ್. ಮಂಜುನಾಥ್ ಗೌಡರಿಗೆ ಮುಖಭಂಗವಾಗಿದ್ದು ನ್ಯಾಯಕ್ಕೆ ಜಯ ಸಿಕ್ಕಿದೆ ಎಂದು ಮಾಲೂರು ಶಾಸಕ ಕೆ.ವೈ. ನಂಜೇಗೌಡರು ತಿಳಿಸಿದರು. ಮರು ಎಣಿಕೆ ಕಾರ್ಯ ಮುಗಿದ ನಂತರ ಹೊರಗೆ ಬಂದ ಶಾಸಕ ಕೆ.ವೈ. ನಂಜೇಗೌಡರು ಮಾಧ್ಯಮದವರ ಪ್ರಶ್ನೆಗೆ ಪ್ರತಿಕ್ರಿಯಿಸಿ ಆಂತ್ಯ ಮಾಡಿದರು ಕಳೆದ ಬಾರಿಗಿಂತ 3 ಮತಗಳು ಹೆಚ್ಚುವರಿಯಾಗಿ ಬಂದಿದ್ದು ಗೆಲುವಿನ ಅಂತರ 248 ರಿಂದ 251ಕ್ಕೆ ಏರಿಕೆಯಾಗಿದೆ ಎಂದು ಹರ್ಷ ವ್ಯಕ್ತಪಡಿಸಿದರು. ನಾಳೆಯಿಂದ ನಾನು ಹೊಸ ನಂಜೇಗೌಡನಾಗುತ್ತೇನೆ ನನ್ನ ವಿರೋಧಿ ಕೆ.ಎಸ್. ಮಂಜುನಾಥ್ ಗೌಡರು ಯಾವುದೇ ಆರೋಪಗಳಿಗೆ ಇನ್ನು ಮುಂದೆ ನಾನು ಯಾವುದೇ ರೀತಿಯ ಉತ್ತರ ಕೊಡುವುದಿಲ್ಲ ಕ್ಷೇತ್ರದ ಅಭಿವೃದ್ಧಿಯ ಕಡೆ ಗಮನ ಹರಿಸುತ್ತೇನೆ ಎಂದರು. <box>1120 245 1303 629</box>
a4-photo-people <box>12 1013 569 1083</box>
a3-col1: ಚಿಕ್ಕಮಗಳೂರು,ನ.12- ಅನ್ನ ಮೀನಿನ ಸಾಸಿಗಾಗಿ ತಾಯಿಯನ್ನೇ ಕೊಲ್ಲಲೆತ್ನಿಸಿದ ಪಾಪಿ ಮಗಳನ್ನು ಬಣಕಲ್ ಪೊಲೀಸರು ಬಂಧಿಸುವಲ್ಲಿ ಯಶಸ್ವಿಯಾಗಿದ್ದಾರೆ. ಎನ್ ಆರ್ ಪುರ ತಾಲೂಕಿನ ಬಂಡಿಮಠ ಗ್ರಾಮದ ಕುಸುಮ (62) ಕೊಲೆಗೀಡಾದ ಮಹಿಳೆ. ಬಂಧಿತ ಆರೋಪಿಯಾಗಿದ್ದಾಳೆ. ರಾತ್ರಿ ವೇಳೆ ಮಲಗಿದ್ದ ಕುಸುಮ ಅವರನ್ನು ಹರಿತವಾದ ಆಯುಧದಿಂದ ಕೊಲೆ ಮಾಡಿದ್ದಾಳೆ. ಪೊಲೀಸರ ವಿಚಾರಣೆಯಲ್ಲಿ ಸತ್ಯಾಂಶ ಹೊರಬಿದ್ದಿದೆ. <box>586 509 751 740</box>
a8-headline2: ವಿಶೇಷ ಅಲಂಕಾರ <box>1127 1649 1251 1674</box>
a8-col2: ಪೂಜಾ ಕಾರ್ಯಕ್ರಮವನ್ನು ನೆರವೇರಿಸಿದರು. ನ.17ರಂದು ಕಾರ್ತೀಕ ಮಾಸದ ಪ್ರಯುಕ್ತ ಲಕ್ಷ ದೀಪೋತ್ಸವ ನಡೆಯಲಿದೆ. <box>1308 1930 1503 1989</box>
